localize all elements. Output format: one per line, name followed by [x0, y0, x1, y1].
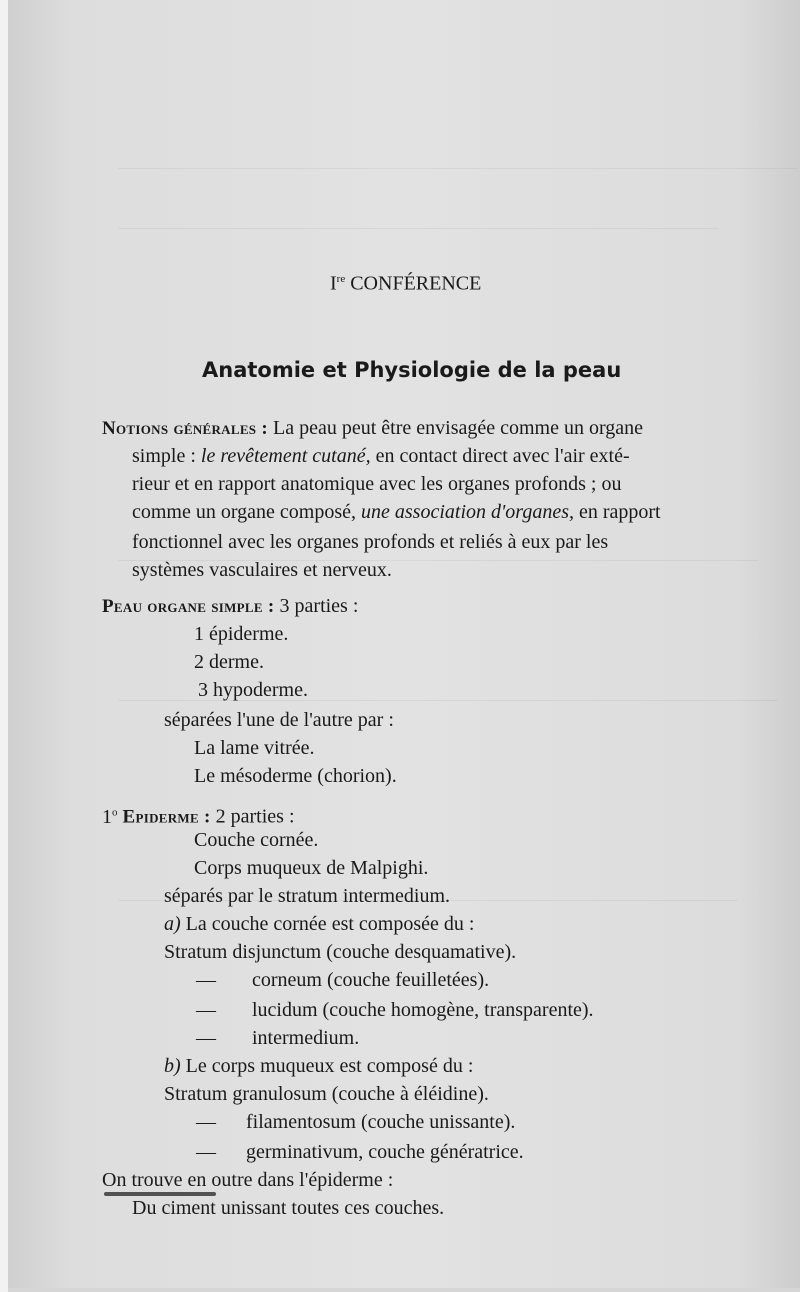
conference-numeral: I	[330, 272, 337, 295]
epiderme-heading	[102, 800, 295, 830]
peau-separees: séparées l'une de l'autre par :	[164, 709, 394, 731]
peau-sep-1: La lame vitrée.	[194, 737, 315, 759]
epiderme-a3-dash: —	[196, 999, 216, 1021]
a-text: La couche cornée est composée du :	[180, 913, 475, 935]
notions-line-2	[132, 444, 630, 468]
notions-line-6: systèmes vasculaires et nerveux.	[132, 559, 392, 581]
peau-item-1: 1 épiderme.	[194, 623, 289, 645]
peau-label: Peau organe simple :	[102, 596, 275, 617]
epiderme-a4-dash: —	[196, 1027, 216, 1049]
peau-item-3: 3 hypoderme.	[198, 679, 308, 701]
epiderme-part-1: Couche cornée.	[194, 829, 319, 851]
epiderme-a2: corneum (couche feuilletées).	[252, 969, 490, 991]
epiderme-a-line	[164, 912, 474, 936]
epiderme-b-line	[164, 1054, 473, 1078]
conference-word: CONFÉRENCE	[345, 272, 482, 295]
epiderme-part-2: Corps muqueux de Malpighi.	[194, 857, 429, 879]
epiderme-separes: séparés par le stratum intermedium.	[164, 885, 451, 907]
notions-line-1	[102, 416, 643, 441]
notions-line-4	[132, 500, 661, 524]
notions-text-2b: le revêtement cutané,	[200, 445, 371, 467]
epiderme-b3-dash: —	[196, 1141, 216, 1163]
notions-text-4b: une association d'organes,	[361, 501, 574, 523]
notions-text-4a: comme un organe composé,	[132, 501, 362, 523]
epiderme-b3: germinativum, couche génératrice.	[246, 1141, 524, 1163]
ciment-line: Du ciment unissant toutes ces couches.	[132, 1197, 445, 1219]
epiderme-a2-dash: —	[196, 969, 216, 991]
notions-text-2a: simple :	[132, 445, 201, 467]
epiderme-a3: lucidum (couche homogène, transparente).	[252, 999, 594, 1021]
epiderme-b2: filamentosum (couche unissante).	[246, 1111, 516, 1133]
trouve-line: On trouve en outre dans l'épiderme :	[102, 1169, 394, 1191]
epiderme-label: Epiderme :	[122, 806, 211, 828]
epiderme-number: 1$^o$	[102, 805, 118, 828]
notions-text-1: La peau peut être envisagée comme un organe	[268, 417, 644, 439]
notions-line-5: fonctionnel avec les organes profonds et reliés à eux par les	[132, 531, 609, 553]
show-through-line	[118, 228, 718, 229]
show-through-line	[118, 168, 798, 169]
page-edge	[0, 0, 8, 1292]
notions-text-2c: en contact direct avec l'air exté-	[370, 445, 630, 467]
conference-title	[330, 266, 481, 297]
epiderme-a4: intermedium.	[252, 1027, 360, 1049]
b-marker: b)	[164, 1055, 181, 1077]
notions-text-4c: en rapport	[573, 501, 661, 523]
epiderme-a1: Stratum disjunctum (couche desquamative).	[164, 941, 517, 963]
peau-rest: 3 parties :	[274, 595, 359, 617]
epiderme-b2-dash: —	[196, 1111, 216, 1133]
peau-heading	[102, 594, 358, 619]
chapter-title: Anatomie et Physiologie de la peau	[202, 358, 622, 382]
peau-item-2: 2 derme.	[194, 651, 264, 673]
a-marker: a)	[164, 913, 181, 935]
epiderme-rest: 2 parties :	[210, 805, 295, 828]
b-text: Le corps muqueux est composé du :	[180, 1055, 474, 1077]
notions-line-3: rieur et en rapport anatomique avec les organes profonds ; ou	[132, 473, 622, 495]
conference-sup: re	[336, 273, 346, 285]
notions-label: Notions générales :	[102, 418, 269, 439]
peau-sep-2: Le mésoderme (chorion).	[194, 765, 397, 787]
epiderme-b1: Stratum granulosum (couche à éléidine).	[164, 1083, 489, 1105]
